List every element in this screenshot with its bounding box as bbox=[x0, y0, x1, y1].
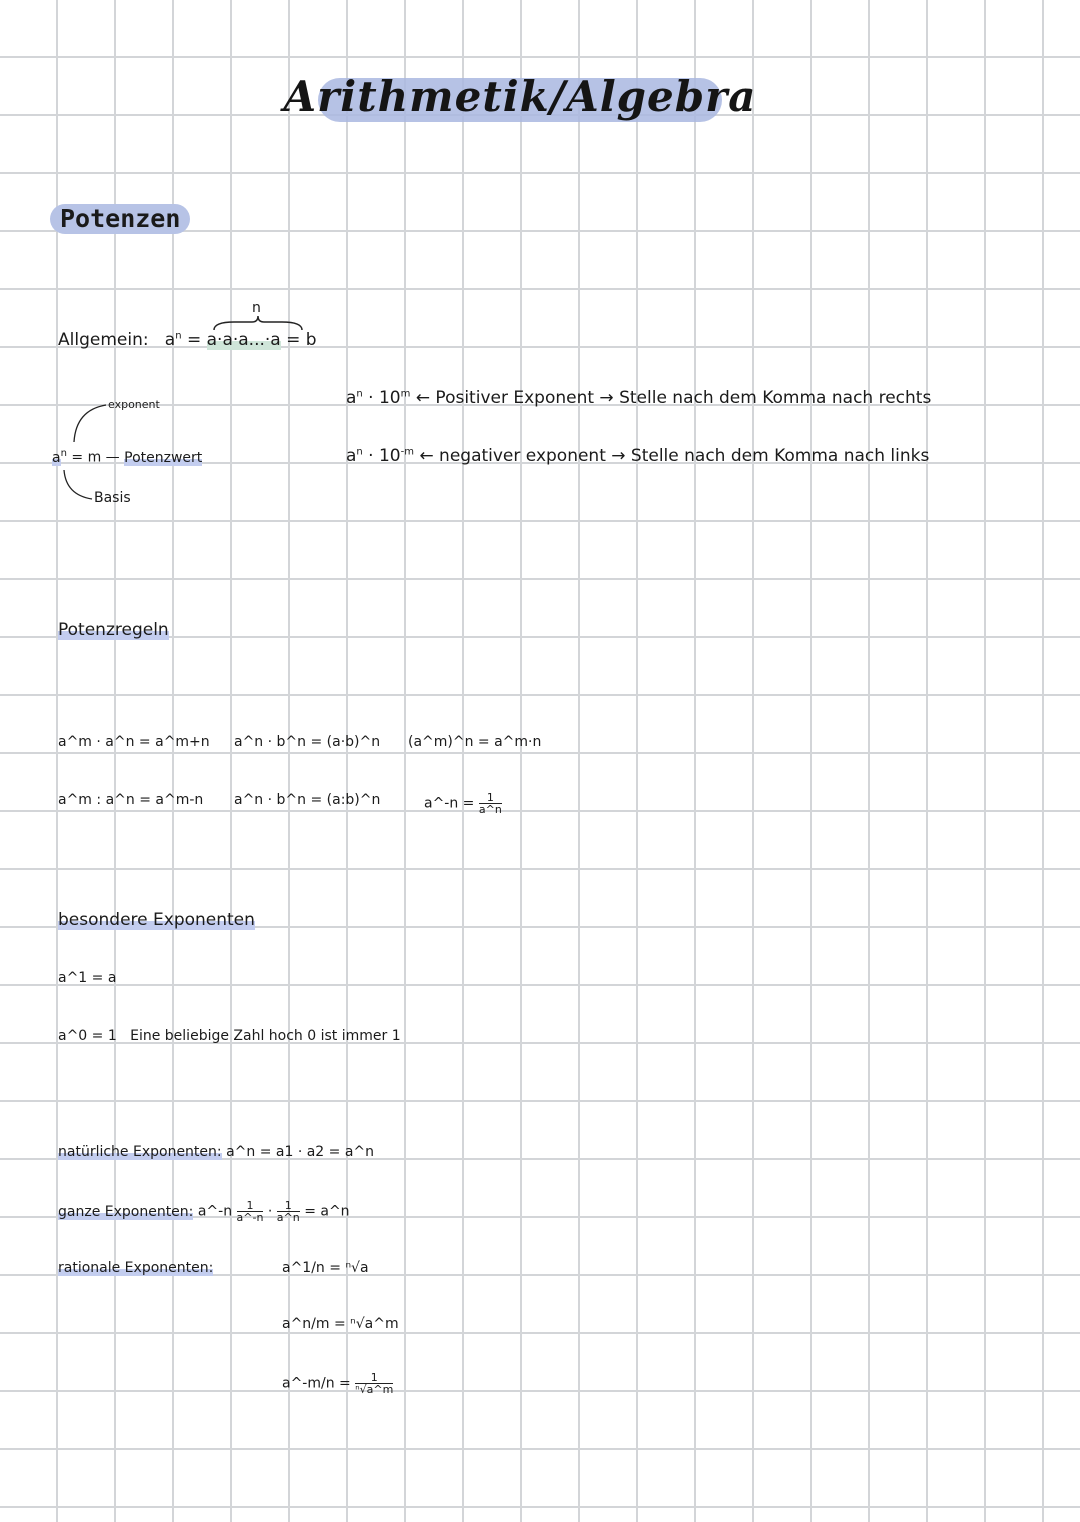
rule-6 bbox=[424, 792, 502, 815]
rational-f3-lhs: a^-m/n bbox=[282, 1375, 335, 1392]
rational-formula-1 bbox=[282, 1260, 369, 1276]
tn-ten: 10 bbox=[378, 446, 401, 466]
natural-label: natürliche Exponenten: bbox=[58, 1144, 222, 1160]
ten-power-positive bbox=[346, 388, 931, 408]
special-title: besondere Exponenten bbox=[58, 910, 255, 930]
special-1: a^1 = a bbox=[58, 970, 117, 986]
rule-6-fraction bbox=[479, 792, 502, 815]
overbrace-label: n bbox=[252, 300, 261, 316]
section-title: Potenzen bbox=[50, 204, 190, 234]
rational-f1-lhs: a^1/n bbox=[282, 1260, 325, 1276]
natural-row bbox=[58, 1144, 374, 1160]
whole-den-1: a^-n bbox=[236, 1211, 264, 1224]
allgemein-equals: = bbox=[186, 330, 202, 350]
rational-f3-den: ⁿ√a^m bbox=[355, 1383, 394, 1396]
allgemein-line bbox=[58, 330, 317, 350]
rational-formula-2 bbox=[282, 1316, 399, 1332]
natural-formula: a^n = a1 · a2 = a^n bbox=[226, 1144, 375, 1160]
tn-ten-exp: -m bbox=[400, 446, 414, 458]
ten-power-negative bbox=[346, 446, 929, 466]
rules-title: Potenzregeln bbox=[58, 620, 169, 640]
allgemein-lhs: a bbox=[164, 330, 176, 350]
rational-label-text: rationale Exponenten: bbox=[58, 1260, 214, 1276]
rational-f3-num: 1 bbox=[355, 1372, 393, 1384]
allgemein-label: Allgemein: bbox=[58, 330, 149, 350]
rational-f3-fraction bbox=[355, 1372, 393, 1395]
whole-rhs: = a^n bbox=[304, 1203, 350, 1220]
rational-formula-3: a^-m/n = $\frac{1}{\text{ⁿ√a\textasciicircum{}m}}$ bbox=[282, 1371, 394, 1396]
diagram-base: a bbox=[52, 449, 61, 466]
tp-ten-exp: m bbox=[400, 388, 411, 400]
whole-lhs: a^-n bbox=[197, 1203, 233, 1220]
rule-3: (a^m)^n = a^m·n bbox=[408, 734, 542, 750]
rational-f1-rhs: = ⁿ√a bbox=[329, 1260, 369, 1276]
rational-f2-rhs: = ⁿ√a^m bbox=[334, 1316, 399, 1332]
page-title: Arithmetik/Algebra bbox=[283, 72, 757, 121]
rule-6-lhs: a^-n = bbox=[424, 795, 475, 812]
diagram-exponent-label: exponent bbox=[108, 398, 160, 411]
rule-6-den: a^n bbox=[478, 803, 502, 816]
rule-6-num: 1 bbox=[479, 792, 502, 804]
whole-fraction-2 bbox=[277, 1200, 300, 1223]
tp-expr: a bbox=[346, 388, 357, 408]
whole-fraction-1 bbox=[237, 1200, 264, 1223]
whole-num-2: 1 bbox=[277, 1200, 300, 1212]
diagram-formula bbox=[52, 448, 202, 466]
diagram-potenzwert: Potenzwert bbox=[124, 449, 203, 466]
rule-2: a^n · b^n = (a·b)^n bbox=[234, 734, 381, 750]
tp-dot: · bbox=[368, 388, 374, 408]
special-2-text: Eine beliebige Zahl hoch 0 ist immer 1 bbox=[130, 1028, 401, 1044]
allgemein-product: a·a·a...·a bbox=[206, 330, 281, 350]
tn-text: ← negativer exponent → Stelle nach dem Komma nach links bbox=[419, 446, 930, 466]
diagram-exp: n bbox=[60, 448, 67, 459]
rule-4: a^m : a^n = a^m-n bbox=[58, 792, 204, 808]
special-2 bbox=[58, 1028, 401, 1044]
allgemein-result: = b bbox=[286, 330, 317, 350]
tn-expr-exp: n bbox=[356, 446, 363, 458]
tp-ten: 10 bbox=[378, 388, 401, 408]
whole-den-2: a^n bbox=[276, 1211, 300, 1224]
tn-expr: a bbox=[346, 446, 357, 466]
special-2-formula: a^0 = 1 bbox=[58, 1028, 117, 1044]
rule-5: a^n · b^n = (a:b)^n bbox=[234, 792, 381, 808]
tp-text: ← Positiver Exponent → Stelle nach dem Komma nach rechts bbox=[415, 388, 932, 408]
rule-1: a^m · a^n = a^m+n bbox=[58, 734, 210, 750]
overbrace-icon bbox=[212, 314, 304, 332]
diagram-equals-m: = m — bbox=[71, 449, 120, 466]
diagram-basis-label: Basis bbox=[94, 490, 131, 506]
tn-dot: · bbox=[368, 446, 374, 466]
rational-label bbox=[58, 1260, 213, 1276]
whole-row: ganze Exponenten: a^-n $\frac{1}{a\^{}-n}$ · $\frac{1}{a\^{}n}$ = a^n bbox=[58, 1199, 350, 1224]
whole-label: ganze Exponenten: bbox=[58, 1203, 194, 1220]
rational-f2-lhs: a^n/m bbox=[282, 1316, 330, 1332]
tp-expr-exp: n bbox=[356, 388, 363, 400]
allgemein-lhs-exp: n bbox=[175, 330, 182, 342]
whole-num-1: 1 bbox=[237, 1200, 264, 1212]
